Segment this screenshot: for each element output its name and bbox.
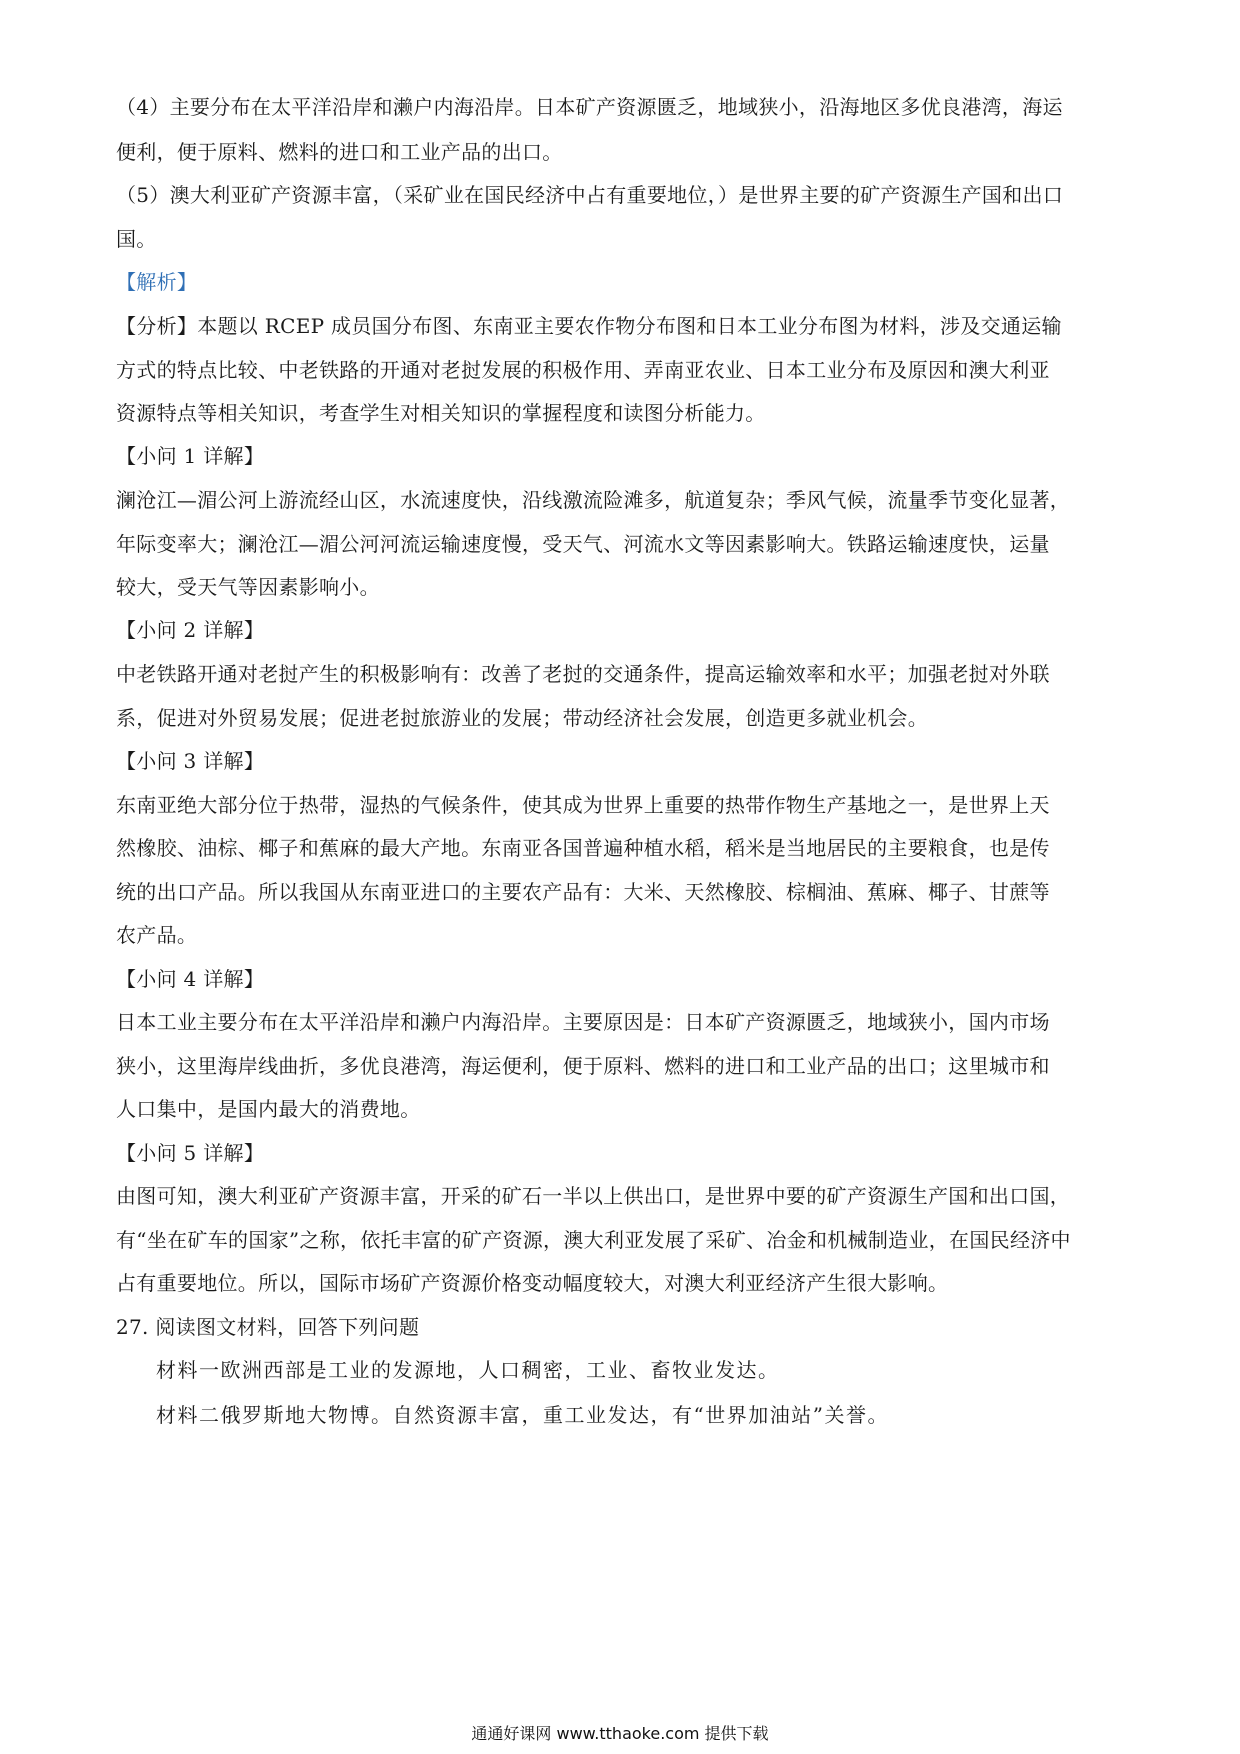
- answer-4-line-2: 便利，便于原料、燃料的进口和工业产品的出口。: [116, 140, 563, 164]
- q4-line-3: 人口集中，是国内最大的消费地。: [116, 1097, 421, 1121]
- q1-line-3: 较大，受天气等因素影响小。: [116, 575, 380, 599]
- q3-line-1: 东南亚绝大部分位于热带，湿热的气候条件，使其成为世界上重要的热带作物生产基地之一，是世界上天: [116, 793, 1050, 817]
- q3-heading: 【小问 3 详解】: [116, 749, 265, 773]
- q2-heading: 【小问 2 详解】: [116, 618, 265, 642]
- q2-line-1: 中老铁路开通对老挝产生的积极影响有：改善了老挝的交通条件，提高运输效率和水平；加强老挝对外联: [116, 662, 1050, 686]
- answer-4-line-1: （4）主要分布在太平洋沿岸和濑户内海沿岸。日本矿产资源匮乏，地域狭小，沿海地区多优良港湾，海运: [116, 95, 1063, 119]
- q4-heading: 【小问 4 详解】: [116, 967, 265, 991]
- q1-line-2: 年际变率大；澜沧江—湄公河河流运输速度慢，受天气、河流水文等因素影响大。铁路运输速度快，运量: [116, 532, 1050, 556]
- analysis-heading: 【解析】: [116, 270, 198, 294]
- q1-heading: 【小问 1 详解】: [116, 444, 265, 468]
- q4-line-2: 狭小，这里海岸线曲折，多优良港湾，海运便利，便于原料、燃料的进口和工业产品的出口；这里城市和: [116, 1054, 1050, 1078]
- question-27-title: 27. 阅读图文材料，回答下列问题: [116, 1315, 420, 1339]
- material-2: 材料二俄罗斯地大物博。自然资源丰富，重工业发达，有“世界加油站”关誉。: [156, 1403, 889, 1427]
- analysis-line-2: 方式的特点比较、中老铁路的开通对老挝发展的积极作用、弄南亚农业、日本工业分布及原因和澳大利亚: [116, 358, 1050, 382]
- page-footer: 通通好课网 www.tthaoke.com 提供下载: [471, 1724, 769, 1743]
- q5-line-2: 有“坐在矿车的国家”之称，依托丰富的矿产资源，澳大利亚发展了采矿、冶金和机械制造业，在国民经济中: [116, 1228, 1071, 1252]
- q5-line-1: 由图可知，澳大利亚矿产资源丰富，开采的矿石一半以上供出口，是世界中要的矿产资源生产国和出口国，: [116, 1184, 1071, 1208]
- q2-line-2: 系，促进对外贸易发展；促进老挝旅游业的发展；带动经济社会发展，创造更多就业机会。: [116, 706, 928, 730]
- answer-5-line-2: 国。: [116, 227, 157, 251]
- analysis-line-3: 资源特点等相关知识，考查学生对相关知识的掌握程度和读图分析能力。: [116, 401, 766, 425]
- material-1: 材料一欧洲西部是工业的发源地，人口稠密，工业、畜牧业发达。: [156, 1358, 780, 1382]
- answer-5-line-1: （5）澳大利亚矿产资源丰富，（采矿业在国民经济中占有重要地位，）是世界主要的矿产资源生产国和出口: [116, 183, 1064, 207]
- q4-line-1: 日本工业主要分布在太平洋沿岸和濑户内海沿岸。主要原因是：日本矿产资源匮乏，地域狭小，国内市场: [116, 1010, 1050, 1034]
- q5-heading: 【小问 5 详解】: [116, 1141, 265, 1165]
- q5-line-3: 占有重要地位。所以，国际市场矿产资源价格变动幅度较大，对澳大利亚经济产生很大影响。: [116, 1271, 949, 1295]
- analysis-line-1: 【分析】本题以 RCEP 成员国分布图、东南亚主要农作物分布图和日本工业分布图为材料，涉及交通运输: [116, 314, 1062, 338]
- q3-line-3: 统的出口产品。所以我国从东南亚进口的主要农产品有：大米、天然橡胶、棕榈油、蕉麻、椰子、甘蔗等: [116, 880, 1050, 904]
- q1-line-1: 澜沧江—湄公河上游流经山区，水流速度快，沿线激流险滩多，航道复杂；季风气候，流量季节变化显著，: [116, 488, 1071, 512]
- q3-line-4: 农产品。: [116, 923, 198, 947]
- q3-line-2: 然橡胶、油棕、椰子和蕉麻的最大产地。东南亚各国普遍种植水稻，稻米是当地居民的主要粮食，也是传: [116, 836, 1050, 860]
